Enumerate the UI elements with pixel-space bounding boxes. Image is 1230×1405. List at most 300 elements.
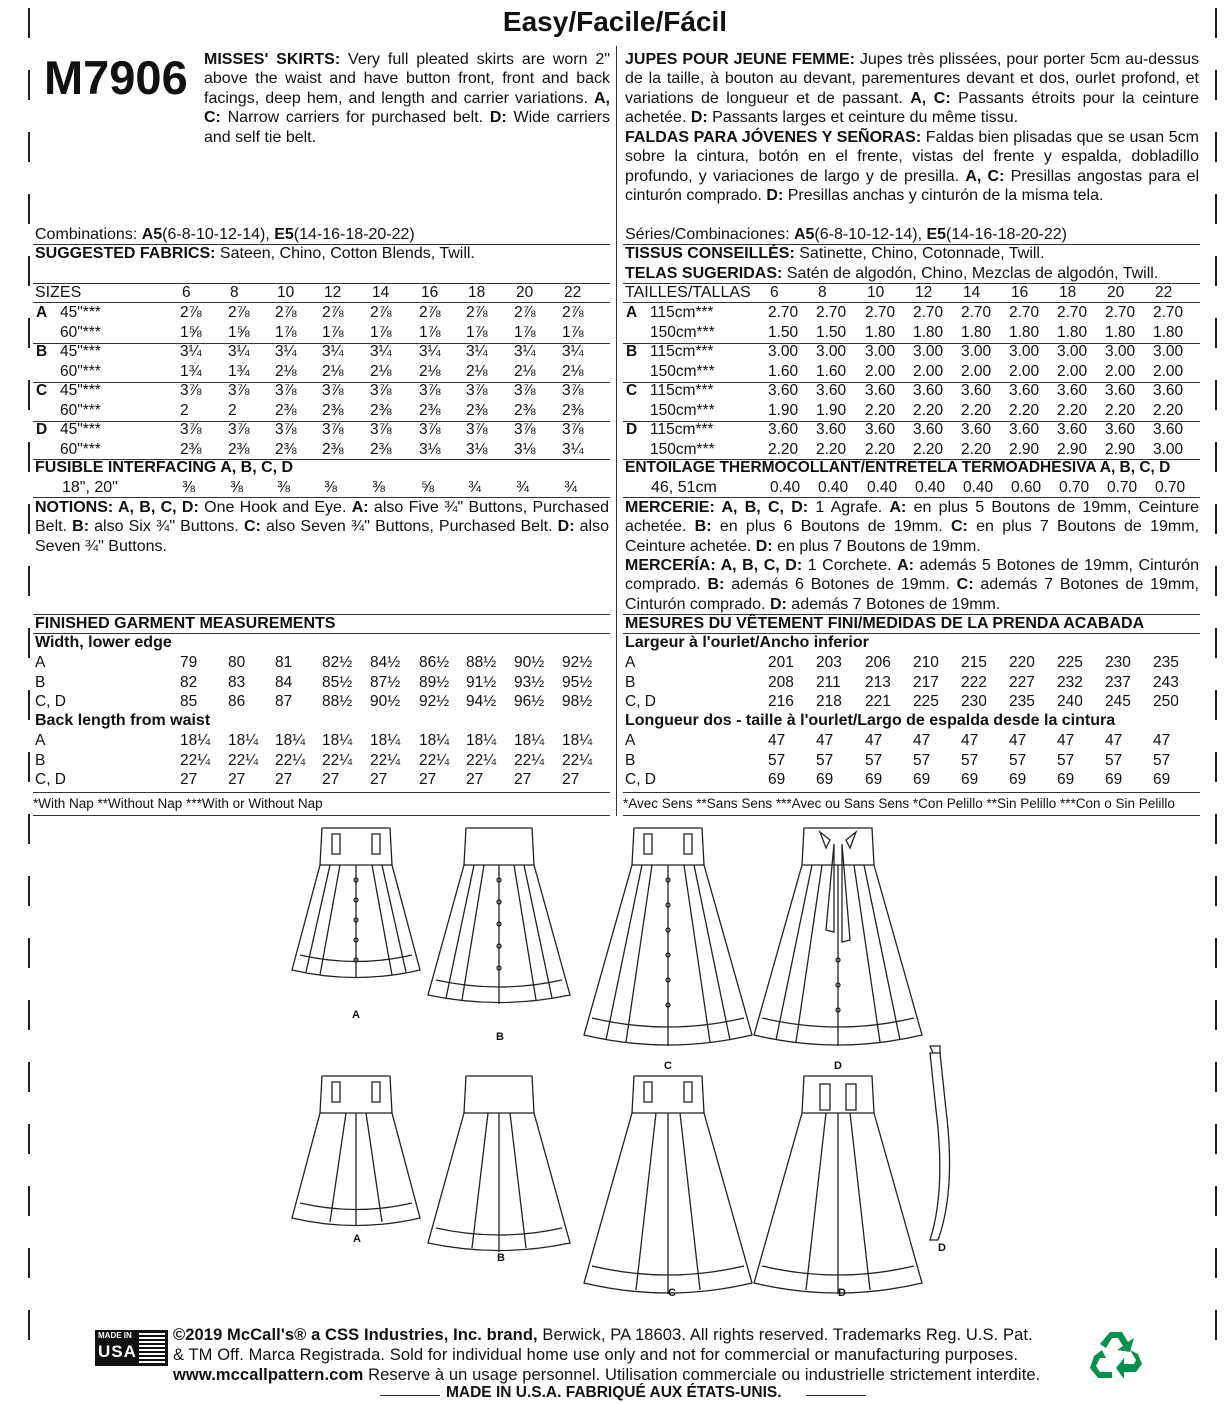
label-back-c: C <box>668 1287 676 1299</box>
measure-cell: 47 <box>768 732 786 749</box>
measure-cell: 216 <box>768 693 794 710</box>
yardage-cell: 3.60 <box>865 421 896 438</box>
mercerie-fr: MERCERIE: A, B, C, D: 1 Agrafe. A: en plus 5 Boutons de 19mm, Ceinture achetée. B: en plus 6 Boutons de 19mm. C: en plus 7 Boutons de 19mm, Ceinture achetée. D: en plus 7 Boutons de 19mm. <box>625 499 1200 555</box>
size-8: 8 <box>818 284 827 301</box>
yardage-cell: 2⅜ <box>514 401 536 419</box>
yardage-cell: 3⅛ <box>514 440 536 458</box>
yardage-cell: 2⅞ <box>370 304 392 321</box>
yardage-cell: 3.00 <box>961 343 992 360</box>
yardage-cell: 2⅞ <box>275 304 297 321</box>
yardage-cell: 1⅞ <box>514 323 536 341</box>
yardage-cell: 2.20 <box>768 440 799 458</box>
measure-cell: 57 <box>768 751 786 769</box>
measure-cell: 211 <box>816 673 841 691</box>
yardage-cell: 1⅞ <box>419 323 441 341</box>
yardage-cell: 2.20 <box>1009 401 1040 419</box>
measure-cell: 213 <box>865 673 891 691</box>
yardage-cell: 2⅞ <box>514 304 536 321</box>
yardage-cell: 3⅞ <box>275 421 297 438</box>
sizes-header-label: SIZES <box>35 284 82 301</box>
yardage-cell: 3⅞ <box>419 382 441 399</box>
yardage-cell: 2.00 <box>1009 362 1040 380</box>
yardage-cell: 2⅛ <box>370 362 392 380</box>
interfacing-cell: 0.60 <box>1011 479 1042 496</box>
yardage-cell: 3⅞ <box>562 382 584 399</box>
yardage-cell: 2 <box>180 401 189 419</box>
yardage-cell: 2⅞ <box>562 304 584 321</box>
yardage-cell: 3.60 <box>1057 421 1088 438</box>
measure-cell: 27 <box>275 771 293 788</box>
measure-view: B <box>625 751 636 769</box>
measure-cell: 230 <box>961 693 987 710</box>
recycle-icon <box>1088 1328 1144 1380</box>
measure-cell: 22¼ <box>180 751 211 769</box>
yardage-width: 45"*** <box>60 421 101 438</box>
yardage-width: 115cm*** <box>650 421 714 438</box>
measure-cell: 22¼ <box>419 751 450 769</box>
size-10: 10 <box>867 284 885 301</box>
yardage-view-A: A <box>626 304 638 321</box>
measure-cell: 82 <box>180 673 198 691</box>
interfacing-cell: ⅜ <box>372 479 385 496</box>
measure-cell: 18¼ <box>322 732 353 749</box>
skirt-back-c <box>584 1076 752 1294</box>
yardage-view-B: B <box>36 343 48 360</box>
measure-cell: 230 <box>1105 654 1131 671</box>
measure-cell: 88½ <box>322 693 353 710</box>
yardage-cell: 2.20 <box>865 440 896 458</box>
yardage-cell: 1.60 <box>816 362 847 380</box>
yardage-cell: 2.20 <box>1153 401 1184 419</box>
interfacing-cell: ⅝ <box>421 479 434 496</box>
yardage-cell: 3⅞ <box>466 382 488 399</box>
measure-cell: 57 <box>913 751 931 769</box>
description-es: FALDAS PARA JÓVENES Y SEÑORAS: Faldas bien plisadas que se usan 5cm sobre la cintura, botón en el frente, vistas del frente y espalda, dobladillo profundo, y variaciones de largo y de presilla. A, C: Presillas angostas para el cinturón comprado. D: Presillas anchas y cinturón de la misma tela. <box>625 129 1200 205</box>
yardage-cell: 3.00 <box>768 343 799 360</box>
interfacing-cell: ¾ <box>564 479 577 496</box>
website-link[interactable]: www.mccallpattern.com <box>173 1366 364 1384</box>
yardage-view-A: A <box>36 304 48 321</box>
yardage-cell: 2.20 <box>913 401 944 419</box>
skirt-front-a <box>292 828 420 978</box>
measure-cell: 57 <box>1153 751 1171 769</box>
size-16: 16 <box>421 284 439 301</box>
measure-cell: 208 <box>768 673 794 691</box>
measure-view: C, D <box>35 693 66 710</box>
yardage-cell: 3⅞ <box>562 421 584 438</box>
yardage-cell: 2.70 <box>865 304 896 321</box>
yardage-cell: 2.70 <box>816 304 847 321</box>
notions-en: NOTIONS: A, B, C, D: One Hook and Eye. A: also Five ¾" Buttons, Purchased Belt. B: also Six ¾" Buttons. C: also Seven ¾" Buttons, Purchased Belt. D: also Seven ¾" Buttons. <box>35 499 610 555</box>
yardage-cell: 2⅛ <box>322 362 344 380</box>
measure-cell: 87 <box>275 693 293 710</box>
yardage-cell: 2.20 <box>961 401 992 419</box>
yardage-width: 45"*** <box>60 343 101 360</box>
yardage-width: 115cm*** <box>650 382 714 399</box>
measure-cell: 84½ <box>370 654 401 671</box>
yardage-cell: 2⅞ <box>180 304 202 321</box>
yardage-cell: 2.90 <box>1009 440 1040 458</box>
yardage-cell: 2⅛ <box>562 362 584 380</box>
measure-cell: 69 <box>768 771 786 788</box>
yardage-cell: 1.90 <box>816 401 847 419</box>
measure-cell: 222 <box>961 673 987 691</box>
interfacing-cell: 0.70 <box>1107 479 1138 496</box>
yardage-cell: 3.00 <box>816 343 847 360</box>
measure-cell: 57 <box>1105 751 1123 769</box>
yardage-cell: 1⅞ <box>466 323 488 341</box>
yardage-cell: 2⅞ <box>466 304 488 321</box>
yardage-cell: 1.50 <box>768 323 799 341</box>
measure-cell: 69 <box>1105 771 1123 788</box>
measure-cell: 90½ <box>514 654 545 671</box>
measure-view: A <box>625 732 636 749</box>
footnote-en: *With Nap **Without Nap ***With or Without Nap <box>33 796 323 811</box>
yardage-cell: 3⅞ <box>180 421 202 438</box>
measure-cell: 18¼ <box>466 732 497 749</box>
measure-cell: 91½ <box>466 673 497 691</box>
center-divider <box>616 46 617 816</box>
measure-cell: 82½ <box>322 654 353 671</box>
yardage-width: 60"*** <box>60 323 101 341</box>
size-18: 18 <box>1059 284 1077 301</box>
yardage-cell: 3.00 <box>1153 343 1184 360</box>
measure-cell: 69 <box>1153 771 1171 788</box>
measure-cell: 27 <box>514 771 532 788</box>
measure-cell: 243 <box>1153 673 1179 691</box>
measure-cell: 225 <box>1057 654 1083 671</box>
yardage-cell: 2.00 <box>961 362 992 380</box>
interfacing-cell: ⅜ <box>324 479 337 496</box>
measure-cell: 69 <box>1057 771 1075 788</box>
measure-cell: 69 <box>1009 771 1027 788</box>
measure-cell: 87½ <box>370 673 401 691</box>
measure-cell: 88½ <box>466 654 497 671</box>
yardage-cell: 3¼ <box>419 343 441 360</box>
yardage-cell: 2⅜ <box>370 401 392 419</box>
skirt-front-c <box>584 828 752 1046</box>
telas-sugeridas: TELAS SUGERIDAS: Satén de algodón, Chino, Mezclas de algodón, Twill. <box>625 265 1159 282</box>
combinations-fr-es: Séries/Combinaciones: A5(6-8-10-12-14), E5(14-16-18-20-22) <box>625 226 1067 243</box>
yardage-cell: 2 <box>228 401 237 419</box>
yardage-cell: 3⅛ <box>466 440 488 458</box>
tissus-conseilles: TISSUS CONSEILLÉS: Satinette, Chino, Cotonnade, Twill. <box>625 245 1045 262</box>
fgm-label-en: FINISHED GARMENT MEASUREMENTS <box>35 615 336 632</box>
yardage-cell: 2.70 <box>913 304 944 321</box>
measure-cell: 86½ <box>419 654 450 671</box>
yardage-cell: 1.80 <box>865 323 896 341</box>
yardage-cell: 2.20 <box>816 440 847 458</box>
yardage-cell: 2.70 <box>1153 304 1184 321</box>
interfacing-cell: ¾ <box>468 479 481 496</box>
size-20: 20 <box>1107 284 1125 301</box>
yardage-cell: 1.90 <box>768 401 799 419</box>
copyright-line2: & TM Off. Marca Registrada. Sold for individual home use only and not for commercial or manufacturing purposes. <box>173 1346 1019 1364</box>
size-14: 14 <box>963 284 981 301</box>
yardage-cell: 1¾ <box>228 362 250 380</box>
yardage-cell: 2.00 <box>865 362 896 380</box>
length-label-en: Back length from waist <box>35 712 211 729</box>
interfacing-cell: 0.40 <box>963 479 994 496</box>
measure-cell: 18¼ <box>514 732 545 749</box>
measure-cell: 22¼ <box>228 751 259 769</box>
yardage-cell: 3¼ <box>322 343 344 360</box>
yardage-cell: 3⅞ <box>180 382 202 399</box>
yardage-cell: 2.20 <box>1105 401 1136 419</box>
measure-cell: 203 <box>816 654 842 671</box>
yardage-cell: 3.60 <box>1153 421 1184 438</box>
yardage-cell: 2.70 <box>1009 304 1040 321</box>
yardage-cell: 2.70 <box>1105 304 1136 321</box>
size-8: 8 <box>230 284 239 301</box>
yardage-cell: 3.00 <box>1057 343 1088 360</box>
measure-cell: 235 <box>1009 693 1035 710</box>
yardage-cell: 3⅞ <box>322 421 344 438</box>
measure-cell: 235 <box>1153 654 1179 671</box>
yardage-cell: 2⅞ <box>419 304 441 321</box>
size-20: 20 <box>516 284 534 301</box>
measure-cell: 218 <box>816 693 842 710</box>
page-title: Easy/Facile/Fácil <box>502 6 728 37</box>
measure-cell: 232 <box>1057 673 1083 691</box>
interfacing-cell: ⅜ <box>182 479 195 496</box>
yardage-cell: 1.80 <box>913 323 944 341</box>
yardage-cell: 2⅜ <box>322 440 344 458</box>
width-label-en: Width, lower edge <box>35 634 172 651</box>
yardage-width: 60"*** <box>60 401 101 419</box>
yardage-cell: 2⅜ <box>228 440 250 458</box>
measure-cell: 22¼ <box>275 751 306 769</box>
measure-view: B <box>35 673 46 691</box>
yardage-width: 150cm*** <box>650 440 715 458</box>
yardage-cell: 3.00 <box>865 343 896 360</box>
yardage-cell: 3⅞ <box>370 382 392 399</box>
measure-cell: 250 <box>1153 693 1179 710</box>
measure-cell: 220 <box>1009 654 1035 671</box>
yardage-cell: 1.60 <box>768 362 799 380</box>
measure-cell: 57 <box>816 751 834 769</box>
measure-cell: 79 <box>180 654 198 671</box>
suggested-fabrics: SUGGESTED FABRICS: Sateen, Chino, Cotton Blends, Twill. <box>35 245 475 262</box>
measure-cell: 93½ <box>514 673 545 691</box>
yardage-cell: 3.60 <box>1153 382 1184 399</box>
interfacing-cell: ⅜ <box>230 479 243 496</box>
size-6: 6 <box>770 284 779 301</box>
measure-cell: 27 <box>180 771 198 788</box>
length-label-fr-es: Longueur dos - taille à l'ourlet/Largo de espalda desde la cintura <box>625 712 1116 729</box>
made-in-usa-text: MADE IN U.S.A. FABRIQUÉ AUX ÉTATS-UNIS. <box>446 1384 782 1401</box>
yardage-cell: 1⅞ <box>370 323 392 341</box>
yardage-cell: 1⅝ <box>180 323 202 341</box>
combinations-en: Combinations: A5(6-8-10-12-14), E5(14-16-18-20-22) <box>35 226 415 243</box>
skirt-back-d <box>754 1076 922 1294</box>
skirt-front-d <box>754 828 922 1046</box>
yardage-cell: 2⅜ <box>370 440 392 458</box>
tailles-header-label: TAILLES/TALLAS <box>625 284 751 301</box>
measure-cell: 240 <box>1057 693 1083 710</box>
measure-cell: 47 <box>913 732 931 749</box>
yardage-width: 115cm*** <box>650 343 714 360</box>
label-back-b: B <box>497 1252 505 1264</box>
yardage-cell: 3¼ <box>275 343 297 360</box>
width-label-fr-es: Largeur à l'ourlet/Ancho inferior <box>625 634 869 651</box>
measure-cell: 27 <box>228 771 246 788</box>
yardage-cell: 2⅛ <box>514 362 536 380</box>
measure-cell: 201 <box>768 654 794 671</box>
label-front-d: D <box>834 1060 842 1072</box>
size-6: 6 <box>182 284 191 301</box>
measure-cell: 47 <box>961 732 979 749</box>
merceria-es: MERCERÍA: A, B, C, D: 1 Corchete. A: además 5 Botones de 19mm, Cinturón comprado. B: además 6 Botones de 19mm. C: además 7 Botones de 19mm, Cinturón comprado. D: además 7 Botones de 19mm. <box>625 557 1200 613</box>
yardage-cell: 2⅜ <box>322 401 344 419</box>
yardage-width: 150cm*** <box>650 323 715 341</box>
measure-cell: 27 <box>562 771 580 788</box>
yardage-cell: 3⅞ <box>514 382 536 399</box>
yardage-width: 60"*** <box>60 362 101 380</box>
yardage-cell: 3.00 <box>1105 343 1136 360</box>
measure-cell: 80 <box>228 654 246 671</box>
measure-cell: 27 <box>419 771 437 788</box>
measure-view: A <box>625 654 636 671</box>
yardage-cell: 1.80 <box>1057 323 1088 341</box>
size-18: 18 <box>468 284 486 301</box>
measure-cell: 206 <box>865 654 891 671</box>
skirt-back-a <box>292 1076 420 1226</box>
yardage-view-B: B <box>626 343 638 360</box>
interfacing-label-en: FUSIBLE INTERFACING A, B, C, D <box>35 459 294 476</box>
label-front-c: C <box>664 1060 672 1072</box>
yardage-cell: 2⅜ <box>180 440 202 458</box>
measure-view: B <box>35 751 46 769</box>
interfacing-label-fr-es: ENTOILAGE THERMOCOLLANT/ENTRETELA TERMOADHESIVA A, B, C, D <box>625 459 1171 476</box>
yardage-cell: 2⅞ <box>322 304 344 321</box>
yardage-cell: 3¼ <box>228 343 250 360</box>
yardage-cell: 2.70 <box>1057 304 1088 321</box>
interfacing-width-en: 18", 20" <box>62 479 118 496</box>
measure-view: B <box>625 673 636 691</box>
skirt-illustrations <box>0 820 1230 1310</box>
size-10: 10 <box>277 284 295 301</box>
skirt-front-b <box>428 828 570 1004</box>
yardage-cell: 3⅞ <box>514 421 536 438</box>
yardage-cell: 2.20 <box>913 440 944 458</box>
measure-view: C, D <box>35 771 66 788</box>
measure-cell: 22¼ <box>322 751 353 769</box>
yardage-cell: 1⅞ <box>322 323 344 341</box>
measure-cell: 57 <box>1057 751 1075 769</box>
yardage-cell: 3⅛ <box>419 440 441 458</box>
skirt-back-b <box>428 1076 570 1252</box>
size-12: 12 <box>915 284 933 301</box>
yardage-cell: 2⅛ <box>419 362 441 380</box>
measure-cell: 98½ <box>562 693 593 710</box>
size-16: 16 <box>1011 284 1029 301</box>
yardage-cell: 2.20 <box>961 440 992 458</box>
measure-cell: 18¼ <box>228 732 259 749</box>
yardage-cell: 1⅞ <box>562 323 584 341</box>
flag-stripes <box>139 1333 165 1363</box>
yardage-cell: 3.60 <box>913 421 944 438</box>
made-in-usa-badge: MADE IN USA <box>95 1330 168 1366</box>
size-22: 22 <box>1155 284 1173 301</box>
yardage-view-D: D <box>626 421 638 438</box>
yardage-cell: 3.60 <box>1009 421 1040 438</box>
yardage-cell: 3.60 <box>768 382 799 399</box>
yardage-view-C: C <box>36 382 48 399</box>
measure-cell: 210 <box>913 654 939 671</box>
yardage-cell: 3¼ <box>562 343 584 360</box>
size-14: 14 <box>372 284 390 301</box>
yardage-width: 150cm*** <box>650 362 715 380</box>
interfacing-cell: 0.40 <box>818 479 849 496</box>
yardage-cell: 3.60 <box>913 382 944 399</box>
measure-cell: 18¼ <box>370 732 401 749</box>
yardage-cell: 2.00 <box>1105 362 1136 380</box>
measure-cell: 18¼ <box>419 732 450 749</box>
measure-cell: 81 <box>275 654 293 671</box>
yardage-cell: 3⅞ <box>419 421 441 438</box>
size-22: 22 <box>564 284 582 301</box>
yardage-width: 115cm*** <box>650 304 714 321</box>
yardage-cell: 3.00 <box>1153 440 1184 458</box>
measure-cell: 18¼ <box>562 732 593 749</box>
measure-cell: 85½ <box>322 673 353 691</box>
yardage-cell: 1¾ <box>180 362 202 380</box>
yardage-cell: 2.20 <box>865 401 896 419</box>
measure-cell: 27 <box>466 771 484 788</box>
measure-cell: 18¼ <box>275 732 306 749</box>
measure-cell: 27 <box>370 771 388 788</box>
yardage-cell: 2⅛ <box>466 362 488 380</box>
yardage-view-C: C <box>626 382 638 399</box>
yardage-cell: 3¼ <box>466 343 488 360</box>
yardage-cell: 3¼ <box>180 343 202 360</box>
yardage-cell: 1.80 <box>1153 323 1184 341</box>
interfacing-cell: 0.70 <box>1155 479 1186 496</box>
measure-cell: 89½ <box>419 673 450 691</box>
yardage-cell: 3.60 <box>1009 382 1040 399</box>
yardage-cell: 2⅜ <box>275 440 297 458</box>
label-back-d: D <box>838 1287 846 1299</box>
measure-cell: 245 <box>1105 693 1131 710</box>
yardage-cell: 3⅞ <box>466 421 488 438</box>
measure-cell: 27 <box>322 771 340 788</box>
yardage-cell: 3.60 <box>1105 382 1136 399</box>
yardage-cell: 3¼ <box>370 343 392 360</box>
yardage-cell: 3⅞ <box>322 382 344 399</box>
measure-cell: 227 <box>1009 673 1035 691</box>
measure-cell: 57 <box>865 751 883 769</box>
measure-view: C, D <box>625 771 656 788</box>
interfacing-cell: ⅜ <box>277 479 290 496</box>
yardage-cell: 3.60 <box>961 421 992 438</box>
measure-cell: 47 <box>816 732 834 749</box>
yardage-cell: 1.50 <box>816 323 847 341</box>
measure-cell: 215 <box>961 654 987 671</box>
yardage-cell: 2⅜ <box>562 401 584 419</box>
yardage-cell: 3.00 <box>1009 343 1040 360</box>
measure-cell: 69 <box>865 771 883 788</box>
yardage-cell: 1⅞ <box>275 323 297 341</box>
description-en: MISSES' SKIRTS: Very full pleated skirts are worn 2" above the waist and have button front, front and back facings, deep hem, and length and carrier variations. A, C: Narrow carriers for purchased belt. D: Wide carriers and self tie belt. <box>204 51 610 146</box>
measure-cell: 86 <box>228 693 246 710</box>
yardage-width: 150cm*** <box>650 401 715 419</box>
yardage-cell: 2⅛ <box>275 362 297 380</box>
interfacing-cell: 0.40 <box>867 479 898 496</box>
measure-cell: 90½ <box>370 693 401 710</box>
measure-cell: 18¼ <box>180 732 211 749</box>
yardage-cell: 2⅜ <box>419 401 441 419</box>
